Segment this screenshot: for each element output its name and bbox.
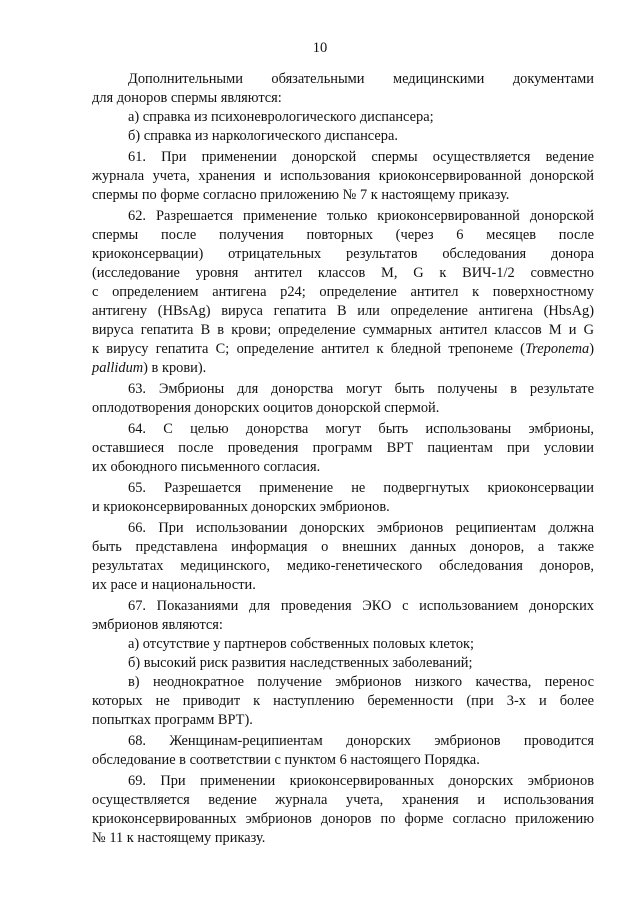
text-line-content: и криоконсервированных донорских эмбрионов. <box>92 499 390 515</box>
text-line <box>92 420 594 439</box>
text-line-content: осуществляется ведение журнала учета, хранения и использования <box>92 792 594 808</box>
text-line <box>92 673 594 692</box>
text-line <box>92 810 594 829</box>
text-line-content: с определением антигена p24; определение антител к поверхностному <box>92 284 594 300</box>
text-line-content: попытках программ ВРТ). <box>92 712 253 728</box>
text-line-content: журнала учета, хранения и использования криоконсервированной донорской <box>92 168 594 184</box>
text-line-content: в) неоднократное получение эмбрионов низкого качества, перенос <box>128 674 594 690</box>
text-line <box>92 692 594 711</box>
text-line <box>92 519 594 538</box>
text-line-content: б) справка из наркологического диспансера. <box>128 128 398 144</box>
text-line <box>92 167 594 186</box>
text-line <box>92 635 594 654</box>
text-line-content: 66. При использовании донорских эмбрионов реципиентам должна <box>128 520 594 536</box>
italic-term: Treponema <box>524 341 590 357</box>
text-line <box>92 302 594 321</box>
text-line-content: обследование в соответствии с пунктом 6 настоящего Порядка. <box>92 752 480 768</box>
text-line <box>92 458 594 477</box>
text-line-content: быть представлена информация о внешних данных доноров, а также <box>92 539 594 555</box>
text-line <box>92 283 594 302</box>
text-line <box>92 264 594 283</box>
text-line-content: 64. С целью донорства могут быть использованы эмбрионы, <box>128 421 594 437</box>
text-line <box>92 479 594 498</box>
text-line-content: а) справка из психоневрологического диспансера; <box>128 109 434 125</box>
text-line <box>92 616 594 635</box>
text-line <box>92 732 594 751</box>
text-line-content: оплодотворения донорских ооцитов донорской спермой. <box>92 400 440 416</box>
text-line-content: 68. Женщинам-реципиентам донорских эмбрионов проводится <box>128 733 594 749</box>
text-line-content: вируса гепатита B в крови; определение суммарных антител классов M и G <box>92 322 594 338</box>
page-number: 10 <box>312 40 328 56</box>
text-line <box>92 498 594 517</box>
text-line <box>92 772 594 791</box>
document-body <box>92 70 594 848</box>
text-line-content: которых не приводит к наступлению беременности (при 3-х и более <box>92 693 594 709</box>
text-line <box>92 711 594 730</box>
text-line-content: для доноров спермы являются: <box>92 90 282 106</box>
text-line-content: (исследование уровня антител классов M, G к ВИЧ-1/2 совместно <box>92 265 594 281</box>
text-line <box>92 321 594 340</box>
text-line-tail: ) <box>589 341 594 357</box>
text-line-content: а) отсутствие у партнеров собственных половых клеток; <box>128 636 475 652</box>
text-line <box>92 380 594 399</box>
text-line <box>92 439 594 458</box>
text-line-content: спермы по форме согласно приложению № 7 к настоящему приказу. <box>92 187 510 203</box>
text-line-content: результатах медицинского, медико-генетического обследования доноров, <box>92 558 594 574</box>
text-line <box>92 89 594 108</box>
text-line-content: 67. Показаниями для проведения ЭКО с использованием донорских <box>128 598 594 614</box>
text-line <box>92 127 594 146</box>
text-line <box>92 70 594 89</box>
text-line-content: 63. Эмбрионы для донорства могут быть получены в результате <box>128 381 594 397</box>
text-line <box>92 148 594 167</box>
text-line-tail: ) в крови). <box>143 360 207 376</box>
text-line-content: 61. При применении донорской спермы осуществляется ведение <box>128 149 594 165</box>
text-line-content: к вирусу гепатита C; определение антител к бледной трепонеме ( <box>92 341 525 357</box>
text-line <box>92 576 594 595</box>
text-line-content: антигену (HBsAg) вируса гепатита B или определение антигена (HbsAg) <box>92 303 594 319</box>
text-line <box>92 791 594 810</box>
text-line <box>92 751 594 770</box>
text-line <box>92 207 594 226</box>
text-line-content: 69. При применении криоконсервированных донорских эмбрионов <box>128 773 594 789</box>
text-line-content: спермы после получения повторных (через 6 месяцев после <box>92 227 594 243</box>
text-line <box>92 557 594 576</box>
text-line <box>92 359 594 378</box>
text-line <box>92 829 594 848</box>
text-line <box>92 399 594 418</box>
text-line <box>92 245 594 264</box>
text-line <box>92 108 594 127</box>
text-line-content: криоконсервации) отрицательных результатов обследования донора <box>92 246 594 262</box>
text-line-content: их расе и национальности. <box>92 577 256 593</box>
text-line-content: их обоюдного письменного согласия. <box>92 459 321 475</box>
text-line-content: № 11 к настоящему приказу. <box>92 830 266 846</box>
italic-term: pallidum <box>92 360 144 376</box>
text-line-content: б) высокий риск развития наследственных заболеваний; <box>128 655 473 671</box>
text-line-content: 62. Разрешается применение только криоконсервированной донорской <box>128 208 594 224</box>
text-line <box>92 226 594 245</box>
text-line-content: Дополнительными обязательными медицинскими документами <box>128 71 594 87</box>
text-line <box>92 538 594 557</box>
text-line <box>92 597 594 616</box>
text-line <box>92 186 594 205</box>
text-line <box>92 340 594 359</box>
text-line-content: эмбрионов являются: <box>92 617 223 633</box>
text-line-content: оставшиеся после проведения программ ВРТ пациентам при условии <box>92 440 594 456</box>
text-line-content: 65. Разрешается применение не подвергнутых криоконсервации <box>128 480 594 496</box>
text-line <box>92 654 594 673</box>
text-line-content: криоконсервированных эмбрионов доноров по форме согласно приложению <box>92 811 594 827</box>
